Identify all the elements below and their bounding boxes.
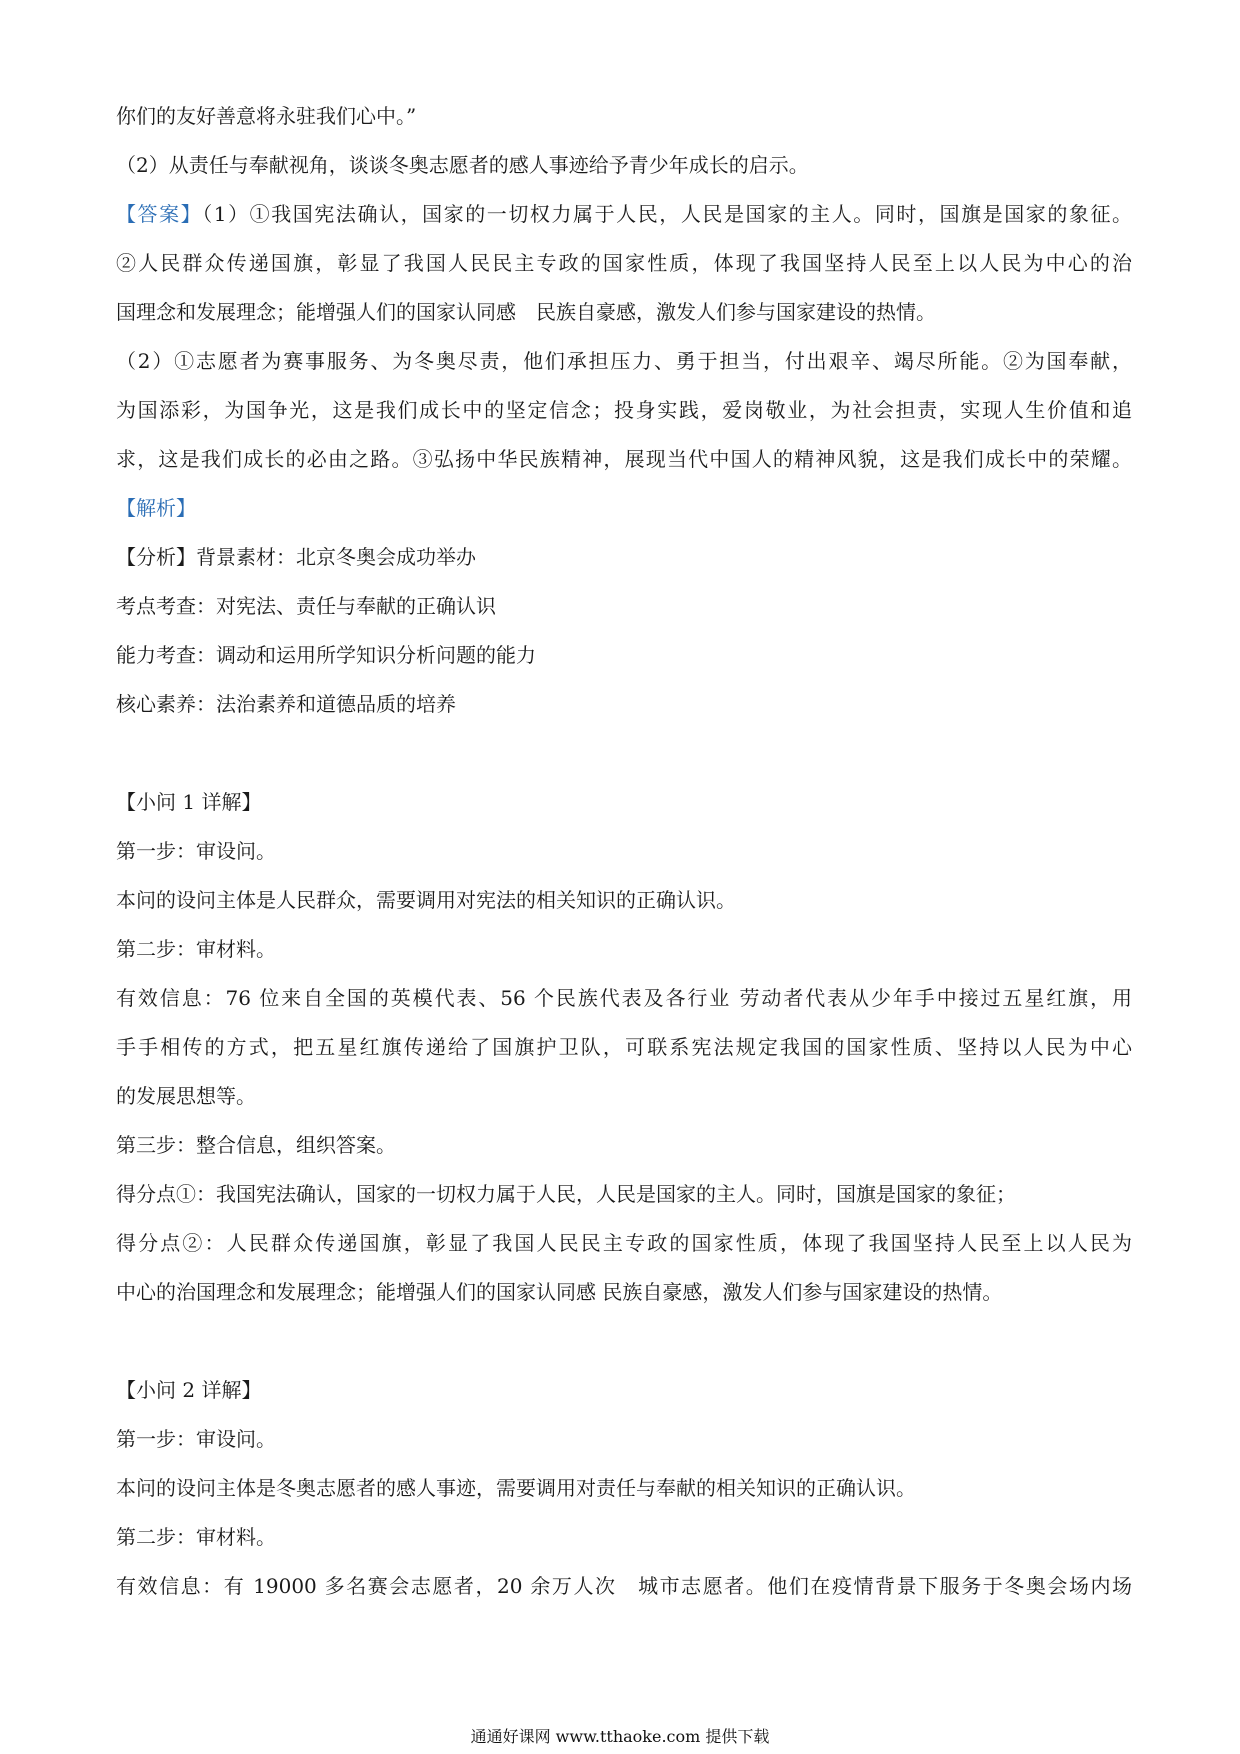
- q2-line: 第一步：审设问。: [116, 1427, 276, 1451]
- section-gap: [116, 729, 1132, 778]
- document-body: [116, 92, 1132, 1611]
- text-line: 你们的友好善意将永驻我们心中。”: [116, 104, 417, 128]
- answer-line: 为国添彩，为国争光，这是我们成长中的坚定信念；投身实践，爱岗敬业，为社会担责，实现人生价值和追: [116, 398, 1132, 422]
- q1-line: 有效信息：76 位来自全国的英模代表、56 个民族代表及各行业 劳动者代表从少年手中接过五星红旗，用: [116, 986, 1132, 1010]
- q1-line: 本问的设问主体是人民群众，需要调用对宪法的相关知识的正确认识。: [116, 888, 736, 912]
- answer-text: （1）①我国宪法确认，国家的一切权力属于人民，人民是国家的主人。同时，国旗是国家的象征。: [202, 202, 1132, 226]
- q1-heading: 【小问 1 详解】: [116, 790, 262, 814]
- analysis-line: 核心素养：法治素养和道德品质的培养: [116, 692, 456, 716]
- q1-line: 得分点②：人民群众传递国旗，彰显了我国人民民主专政的国家性质，体现了我国坚持人民至上以人民为: [116, 1231, 1132, 1255]
- answer-first-line: [116, 190, 1132, 239]
- section-gap: [116, 1317, 1132, 1366]
- answer-line: 求，这是我们成长的必由之路。③弘扬中华民族精神，展现当代中国人的精神风貌，这是我们成长中的荣耀。: [116, 447, 1132, 471]
- q2-heading: 【小问 2 详解】: [116, 1378, 262, 1402]
- q1-line: 第三步：整合信息，组织答案。: [116, 1133, 396, 1157]
- q2-line: 本问的设问主体是冬奥志愿者的感人事迹，需要调用对责任与奉献的相关知识的正确认识。: [116, 1476, 916, 1500]
- analysis-line: 【分析】背景素材：北京冬奥会成功举办: [116, 545, 476, 569]
- page-footer: 通通好课网 www.tthaoke.com 提供下载: [470, 1727, 770, 1746]
- analysis-line: 考点考查：对宪法、责任与奉献的正确认识: [116, 594, 496, 618]
- q1-line: 手手相传的方式，把五星红旗传递给了国旗护卫队，可联系宪法规定我国的国家性质、坚持以人民为中心: [116, 1035, 1132, 1059]
- analysis-line: 能力考查：调动和运用所学知识分析问题的能力: [116, 643, 536, 667]
- answer-line: 国理念和发展理念；能增强人们的国家认同感 民族自豪感，激发人们参与国家建设的热情。: [116, 300, 936, 324]
- question-2-prompt: （2）从责任与奉献视角，谈谈冬奥志愿者的感人事迹给予青少年成长的启示。: [116, 153, 809, 177]
- q1-line: 第二步：审材料。: [116, 937, 276, 961]
- q1-line: 的发展思想等。: [116, 1084, 256, 1108]
- answer-label: 【答案】: [116, 202, 203, 226]
- q2-line: 有效信息：有 19000 多名赛会志愿者，20 余万人次 城市志愿者。他们在疫情背景下服务于冬奥会场内场: [116, 1574, 1132, 1598]
- analysis-label: 【解析】: [116, 496, 196, 520]
- q1-line: 第一步：审设问。: [116, 839, 276, 863]
- answer-line: （2）①志愿者为赛事服务、为冬奥尽责，他们承担压力、勇于担当，付出艰辛、竭尽所能。②为国奉献，: [116, 349, 1132, 373]
- q1-line: 得分点①：我国宪法确认，国家的一切权力属于人民，人民是国家的主人。同时，国旗是国家的象征；: [116, 1182, 1016, 1206]
- q1-line: 中心的治国理念和发展理念；能增强人们的国家认同感 民族自豪感，激发人们参与国家建设的热情。: [116, 1280, 1003, 1304]
- q2-line: 第二步：审材料。: [116, 1525, 276, 1549]
- answer-line: ②人民群众传递国旗，彰显了我国人民民主专政的国家性质，体现了我国坚持人民至上以人民为中心的治: [116, 251, 1132, 275]
